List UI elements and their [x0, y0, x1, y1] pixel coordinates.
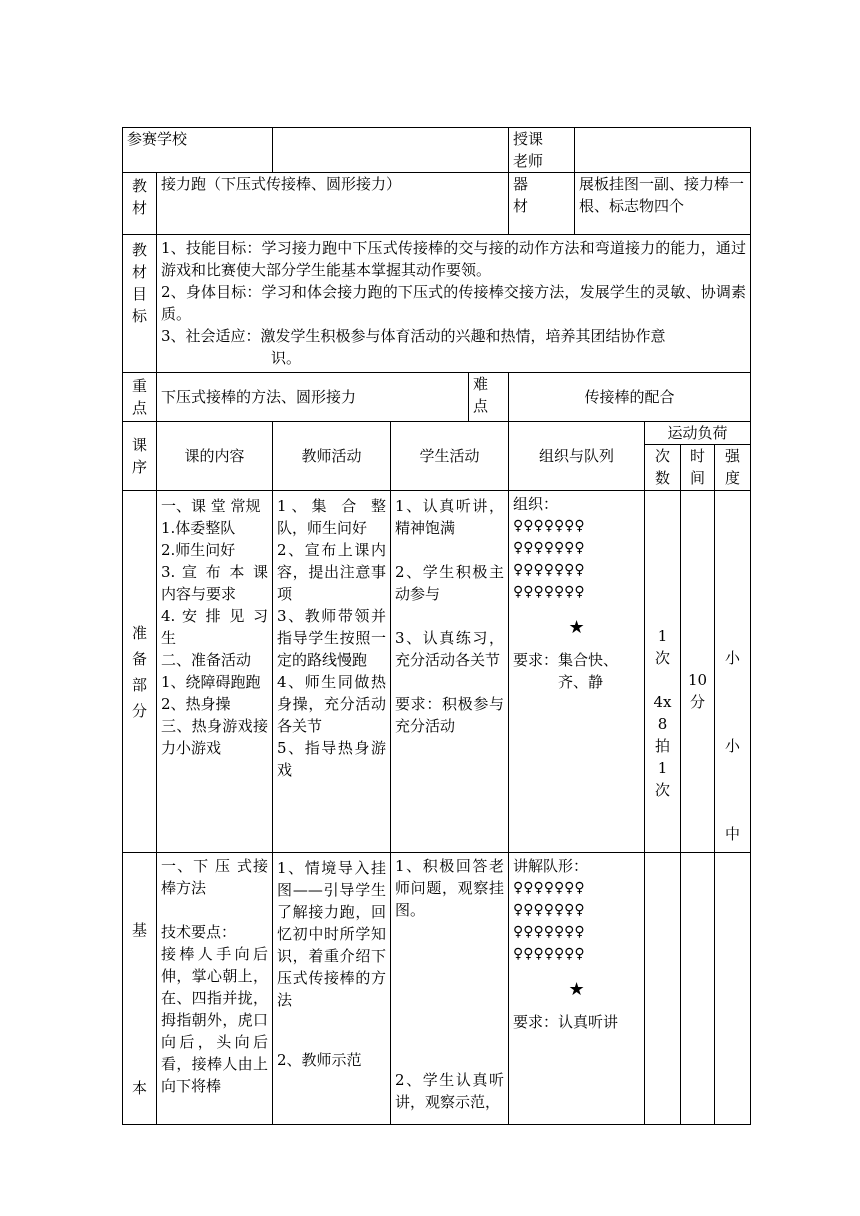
goal-skill: 1、技能目标：学习接力跑中下压式传接棒的交与接的动作方法和弯道接力的能力，通过游戏和比赛使大部分学生能基本掌握其动作要领。 [161, 239, 747, 279]
material-row [123, 173, 751, 235]
col-duration: 时 间 [681, 445, 715, 491]
prep-duration: 10 分 [681, 491, 715, 853]
col-organization: 组织与队列 [509, 422, 645, 491]
key-value: 下压式接棒的方法、圆形接力 [157, 373, 469, 422]
goals-label: 教 材 目 标 [123, 235, 157, 373]
basic-requirement: 要求：认真听讲 [513, 1013, 619, 1031]
prep-label: 准 备 部 分 [123, 491, 157, 853]
col-intensity: 强 度 [715, 445, 751, 491]
prep-organization [509, 491, 645, 853]
equipment-value: 展板挂图一副、接力棒一根、标志物四个 [575, 173, 751, 235]
difficulty-label: 难 点 [469, 373, 509, 422]
prep-times: 1 次 4x 8 拍 1 次 [645, 491, 681, 853]
key-label: 重 点 [123, 373, 157, 422]
equipment-label: 器 材 [509, 173, 575, 235]
prep-student: 1、认真听讲，精神饱满 2、学生积极主动参与 3、认真练习，充分活动各关节 要求：积极参与充分活动 [391, 491, 509, 853]
col-content: 课的内容 [157, 422, 273, 491]
difficulty-value: 传接棒的配合 [509, 373, 751, 422]
prep-formation: ♀♀♀♀♀♀♀ ♀♀♀♀♀♀♀ ♀♀♀♀♀♀♀ ♀♀♀♀♀♀♀ [513, 518, 585, 600]
basic-content: 一、下 压 式接棒方法 技术要点： 接棒人手向后伸，掌心朝上，在、四指并拢，拇指朝外，虎口向后，头向后看，接棒人由上向下将棒 [157, 853, 273, 1125]
col-load: 运动负荷 [645, 422, 751, 445]
teacher-label: 授课 老师 [509, 128, 575, 173]
goals-row [123, 235, 751, 373]
basic-teacher: 1、情境导入挂图——引导学生了解接力跑，回忆初中时所学知识，着重介绍下压式传接棒的方法 2、教师示范 [273, 853, 391, 1125]
lesson-plan-table [122, 127, 751, 1125]
teacher-star-icon: ★ [568, 617, 585, 638]
teacher-value [575, 128, 751, 173]
prep-content: 一、课 堂 常规 1.体委整队 2.师生问好 3. 宣 布 本 课内容与要求 4. 安 排 见 习生 二、准备活动 1、绕障碍跑跑 2、热身操 三、热身游戏接力小游戏 [157, 491, 273, 853]
basic-organization [509, 853, 645, 1125]
basic-label: 基 本 [123, 853, 157, 1125]
basic-times [645, 853, 681, 1125]
goal-social: 3、社会适应：激发学生积极参与体育活动的兴趣和热情，培养其团结协作意 [161, 327, 666, 345]
material-label: 教 材 [123, 173, 157, 235]
basic-org-title: 讲解队形： [513, 857, 589, 875]
school-row [123, 128, 751, 173]
prep-teacher: 1、集 合 整队，师生问好 2、宣布上课内容，提出注意事项 3、教师带领并指导学生按照一定的路线慢跑 4、师生同做热身操，充分活动各关节 5、指导热身游戏 [273, 491, 391, 853]
basic-intensity [715, 853, 751, 1125]
col-student: 学生活动 [391, 422, 509, 491]
goal-social-tail: 识。 [271, 349, 302, 367]
prep-org-title: 组织： [513, 495, 559, 513]
school-label: 参赛学校 [123, 128, 273, 173]
basic-duration [681, 853, 715, 1125]
goals-text [157, 235, 751, 373]
teacher-star-icon: ★ [568, 979, 585, 1000]
prep-intensity: 小 小 中 [715, 491, 751, 853]
key-row [123, 373, 751, 422]
goal-physical: 2、身体目标：学习和体会接力跑的下压式的传接棒交接方法，发展学生的灵敏、协调素质。 [161, 283, 747, 323]
material-value: 接力跑（下压式传接棒、圆形接力） [157, 173, 509, 235]
col-order: 课 序 [123, 422, 157, 491]
basic-row [123, 853, 751, 1125]
school-value [273, 128, 509, 173]
basic-formation: ♀♀♀♀♀♀♀ ♀♀♀♀♀♀♀ ♀♀♀♀♀♀♀ ♀♀♀♀♀♀♀ [513, 880, 585, 962]
column-header-row [123, 422, 751, 445]
col-times: 次 数 [645, 445, 681, 491]
prep-row [123, 491, 751, 853]
prep-requirement: 要求： 集合快、 齐、静 [513, 651, 619, 691]
basic-student: 1、积极回答老师问题，观察挂图。 2、学生认真听讲，观察示范， [391, 853, 509, 1125]
col-teacher: 教师活动 [273, 422, 391, 491]
